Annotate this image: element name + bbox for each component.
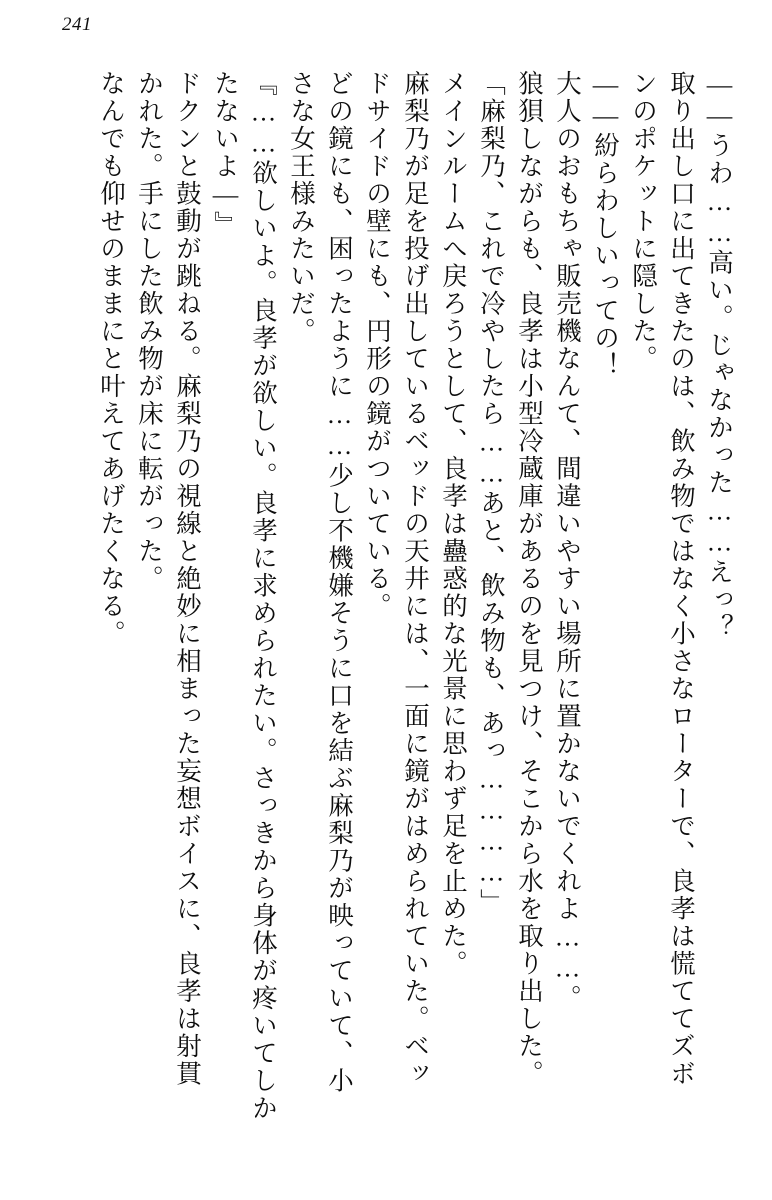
- text-line: ドクンと鼓動が跳ねる。麻梨乃の視線と絶妙に相まった妄想ボイスに、良孝は射貫: [173, 70, 202, 1088]
- text-line: ンのポケットに隠した。: [629, 70, 658, 373]
- text-line: 麻梨乃が足を投げ出しているベッドの天井には、一面に鏡がはめられていた。ベッ: [401, 70, 430, 1088]
- text-line: かれた。手にした飲み物が床に転がった。: [135, 70, 164, 593]
- page-number: 241: [62, 14, 92, 35]
- text-line: 狼狽しながらも、良孝は小型冷蔵庫があるのを見つけ、そこから水を取り出した。: [515, 70, 544, 1088]
- text-line: 大人のおもちゃ販売機なんて、間違いやすい場所に置かないでくれよ……。: [553, 70, 582, 1012]
- text-line: なんでも仰せのままにと叶えてあげたくなる。: [97, 70, 126, 648]
- text-line: ドサイドの壁にも、円形の鏡がついている。: [363, 70, 392, 620]
- text-line: たないよ―』: [211, 70, 240, 239]
- text-line: どの鏡にも、困ったように……少し不機嫌そうに口を結ぶ麻梨乃が映っていて、小: [325, 70, 354, 1095]
- text-line: 取り出し口に出てきたのは、飲み物ではなく小さなローターで、良孝は慌ててズボ: [667, 70, 696, 1088]
- vertical-text-body: [38, 70, 732, 1160]
- text-line: メインルームへ戻ろうとして、良孝は蠱惑的な光景に思わず足を止めた。: [439, 70, 468, 978]
- text-line: ――うわ……高い。じゃなかった……えっ？: [705, 70, 734, 641]
- text-line: ――紛らわしいっての！: [591, 70, 620, 380]
- text-line: 『……欲しいよ。良孝が欲しい。良孝に求められたい。さっきから身体が疼いてしか: [249, 70, 278, 1122]
- text-line: 「麻梨乃、これで冷やしたら……あと、飲み物も、あっ…………」: [477, 70, 506, 916]
- text-line: さな女王様みたいだ。: [287, 70, 316, 345]
